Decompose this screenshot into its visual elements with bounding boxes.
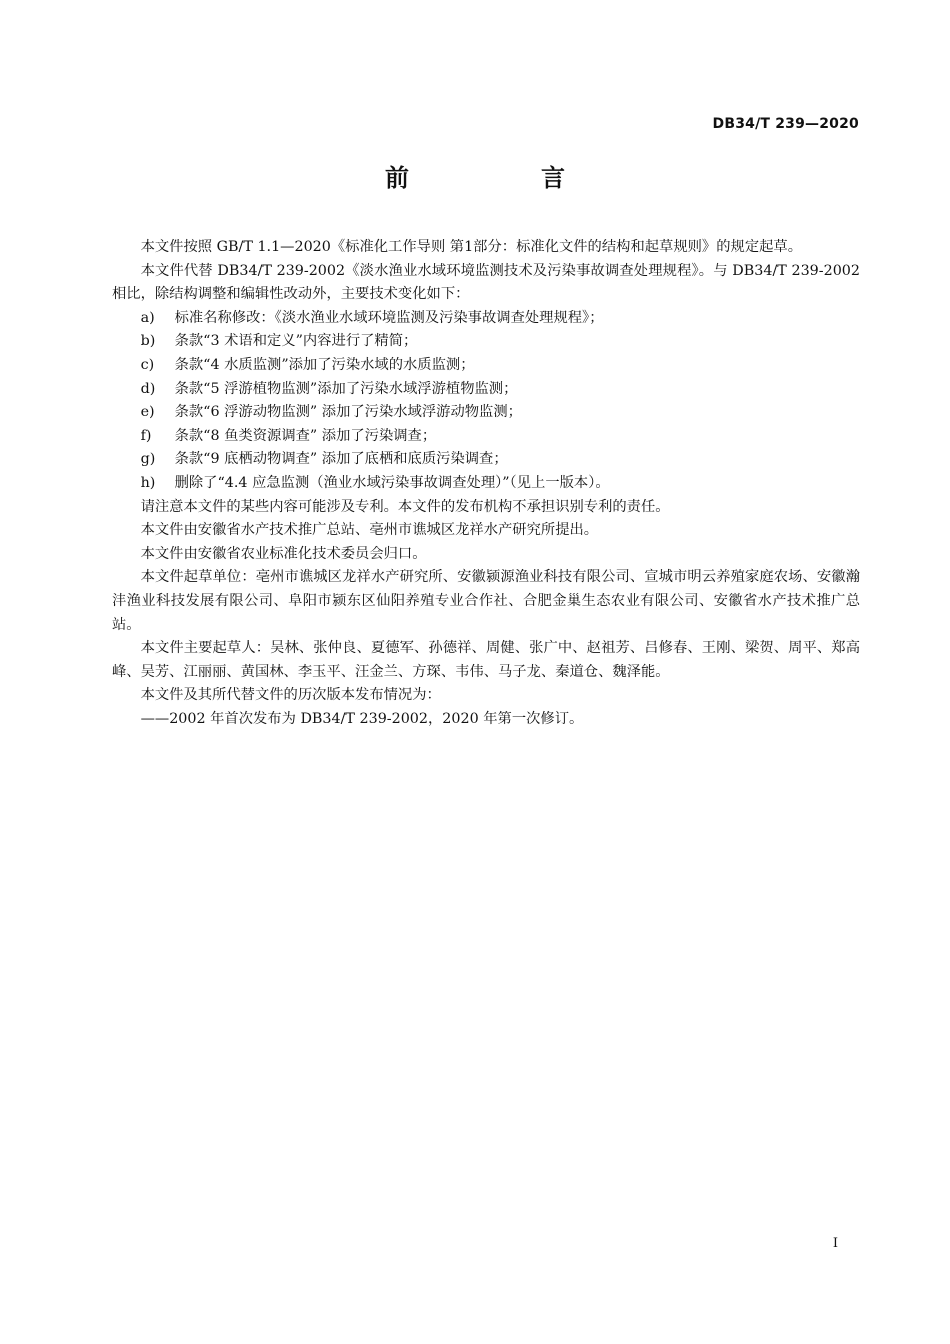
page-title: 前 言	[385, 164, 619, 192]
list-item-text: 删除了“4.4 应急监测（渔业水域污染事故调查处理）”（见上一版本）。	[174, 474, 610, 491]
paragraph-drafting-basis: 本文件按照 GB/T 1.1—2020《标准化工作导则 第1部分：标准化文件的结构和起草规则》的规定起草。	[140, 239, 803, 255]
list-item	[112, 472, 860, 496]
list-marker: h)	[140, 474, 156, 491]
paragraph-centralized-by: 本文件由安徽省农业标准化技术委员会归口。	[140, 545, 427, 562]
changes-list	[112, 307, 860, 496]
list-item-text: 条款“6 浮游动物监测” 添加了污染水域浮游动物监测；	[174, 404, 522, 421]
list-item-text: 条款“8 鱼类资源调查” 添加了污染调查；	[174, 427, 437, 444]
list-marker: c)	[140, 356, 155, 373]
paragraph-proposer: 本文件由安徽省水产技术推广总站、亳州市谯城区龙祥水产研究所提出。	[140, 522, 599, 539]
list-marker: e)	[140, 404, 155, 421]
list-item	[112, 448, 860, 472]
list-item	[112, 425, 860, 449]
list-marker: a)	[140, 309, 155, 326]
list-item	[112, 307, 860, 331]
list-marker: b)	[140, 333, 156, 350]
paragraph-replacement: 本文件代替 DB34/T 239-2002《淡水渔业水域环境监测技术及污染事故调查处理规程》。与 DB34/T 239-2002 相比，除结构调整和编辑性改动外，主要技术变化如下：	[112, 262, 860, 303]
page-number: I	[832, 1236, 838, 1251]
list-marker: d)	[140, 380, 156, 397]
list-item-text: 条款“4 水质监测”添加了污染水域的水质监测；	[174, 356, 475, 373]
list-marker: g)	[140, 451, 156, 468]
list-item-text: 条款“9 底栖动物调查” 添加了底栖和底质污染调查；	[174, 451, 508, 468]
paragraph-drafters: 本文件主要起草人：吴林、张仲良、夏德军、孙德祥、周健、张广中、赵祖芳、吕修春、王刚、梁贺、周平、郑高峰、吴芳、江丽丽、黄国林、李玉平、汪金兰、方琛、韦伟、马子龙、秦道仓、魏泽能。	[112, 640, 860, 680]
list-marker: f)	[140, 427, 152, 444]
paragraph-patent-notice: 请注意本文件的某些内容可能涉及专利。本文件的发布机构不承担识别专利的责任。	[140, 498, 670, 515]
list-item-text: 条款“5 浮游植物监测”添加了污染水域浮游植物监测；	[174, 380, 518, 397]
list-item	[112, 378, 860, 402]
list-item-text: 标准名称修改：《淡水渔业水域环境监测及污染事故调查处理规程》；	[174, 309, 604, 326]
paragraph-version-entry: ——2002 年首次发布为 DB34/T 239-2002，2020 年第一次修订。	[140, 710, 584, 727]
list-item-text: 条款“3 术语和定义”内容进行了精简；	[174, 333, 418, 350]
document-body	[112, 236, 860, 731]
list-item	[112, 330, 860, 354]
paragraph-drafting-units: 本文件起草单位：亳州市谯城区龙祥水产研究所、安徽颍源渔业科技有限公司、宣城市明云养殖家庭农场、安徽瀚沣渔业科技发展有限公司、阜阳市颍东区仙阳养殖专业合作社、合肥金巢生态农业有限公司、安徽省水产技术推广总站。	[112, 569, 860, 633]
list-item	[112, 354, 860, 378]
list-item	[112, 401, 860, 425]
paragraph-version-history: 本文件及其所代替文件的历次版本发布情况为：	[140, 687, 441, 704]
standard-number: DB34/T 239—2020	[712, 116, 859, 132]
